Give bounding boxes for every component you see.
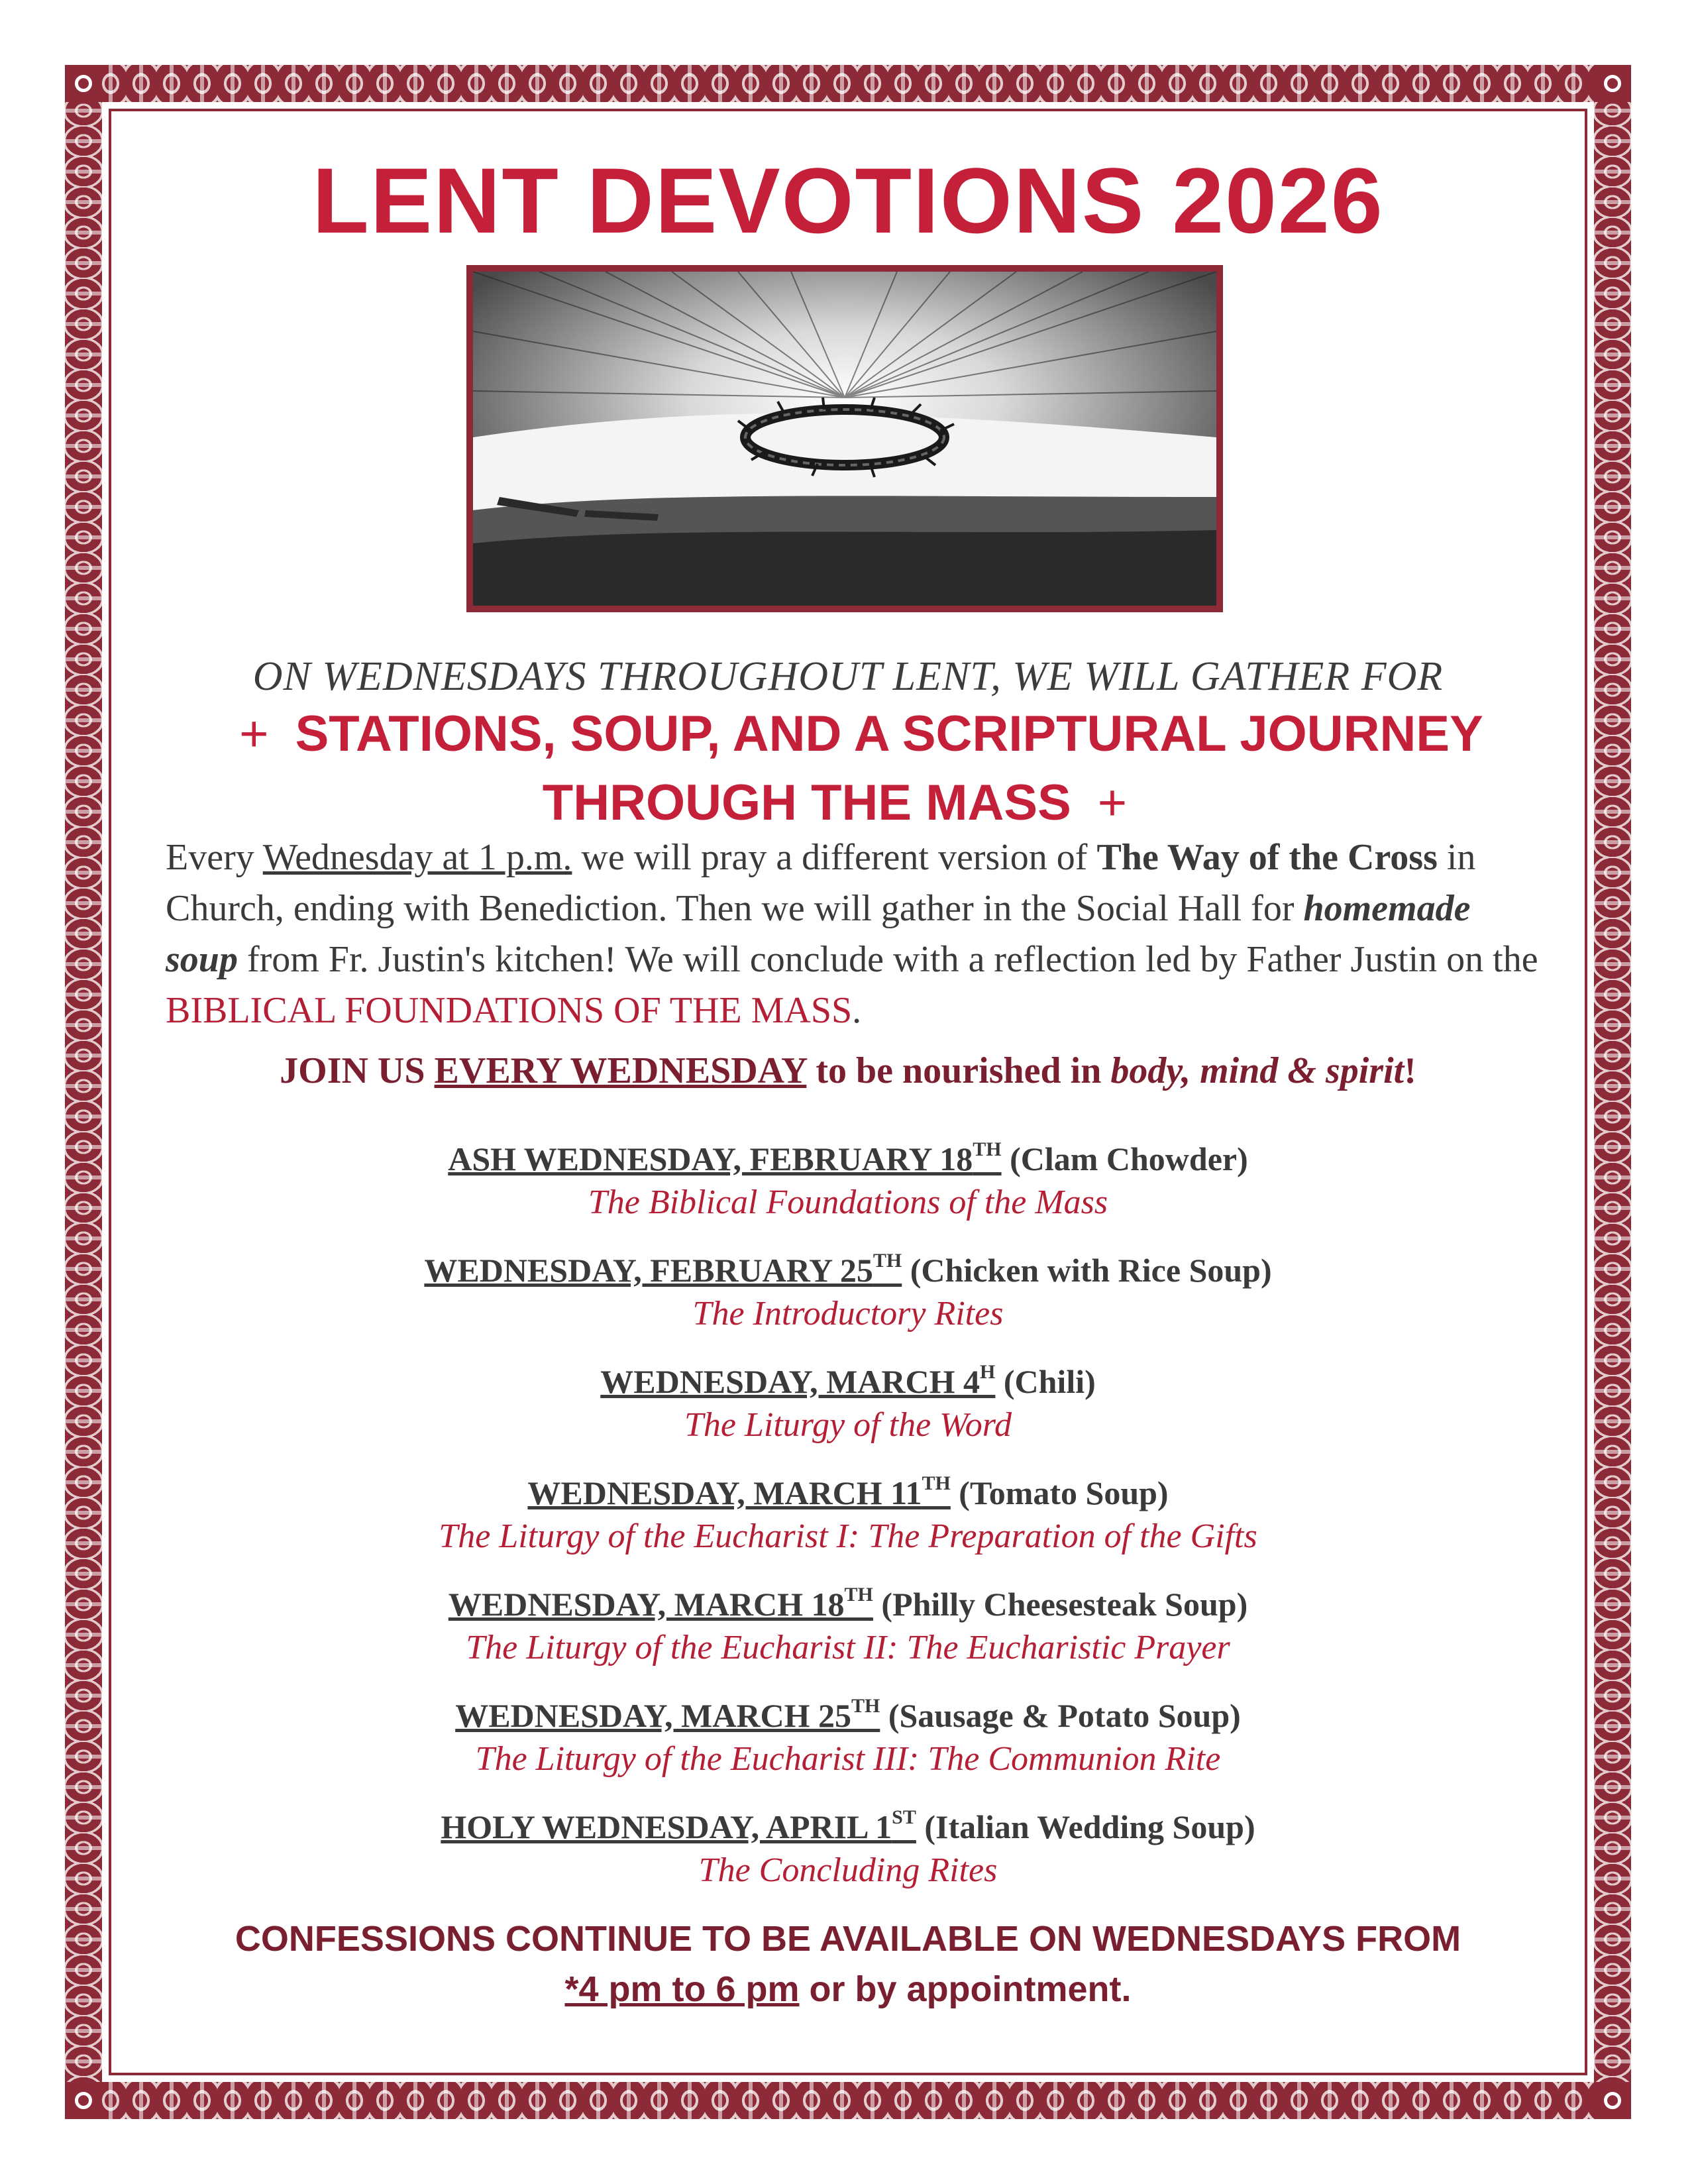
session-item: [0, 1360, 1696, 1471]
session-topic: The Liturgy of the Word: [684, 1406, 1012, 1444]
body-homemade-soup: homemade soup: [166, 888, 1471, 980]
cross-icon: +: [1097, 775, 1128, 831]
confessions-rest: or by appointment.: [799, 1969, 1132, 2009]
confessions-line-1: CONFESSIONS CONTINUE TO BE AVAILABLE ON WEDNESDAYS FROM: [235, 1919, 1461, 1959]
body-text: Every: [166, 837, 263, 878]
session-date: WEDNESDAY, MARCH 11: [527, 1474, 922, 1511]
session-item: [0, 1582, 1696, 1694]
session-item: [0, 1471, 1696, 1582]
session-date-suffix: TH: [851, 1695, 880, 1717]
session-date: WEDNESDAY, MARCH 4: [600, 1363, 980, 1400]
session-list: [0, 1137, 1696, 1916]
session-soup: (Clam Chowder): [1001, 1140, 1248, 1177]
session-soup: (Tomato Soup): [950, 1474, 1169, 1511]
session-date-suffix: TH: [873, 1250, 902, 1272]
session-item: [0, 1137, 1696, 1248]
body-text: we will pray a different version of: [572, 837, 1097, 878]
session-date: ASH WEDNESDAY, FEBRUARY 18: [448, 1140, 973, 1177]
session-date: WEDNESDAY, FEBRUARY 25: [424, 1252, 873, 1289]
session-topic: The Concluding Rites: [698, 1851, 998, 1889]
join-us-line: [0, 1050, 1696, 1092]
session-item: [0, 1248, 1696, 1360]
crown-of-thorns-icon: [473, 272, 1216, 606]
body-text: .: [852, 990, 862, 1031]
join-text: to be nourished in: [806, 1050, 1111, 1091]
session-topic: The Biblical Foundations of the Mass: [588, 1183, 1108, 1221]
confessions-notice: [0, 1914, 1696, 2014]
session-soup: (Chili): [995, 1363, 1096, 1400]
session-topic: The Introductory Rites: [692, 1295, 1004, 1333]
border-top: [65, 65, 1631, 102]
body-time: Wednesday at 1 p.m.: [262, 837, 572, 878]
headline-text-1: STATIONS, SOUP, AND A SCRIPTURAL JOURNEY: [295, 706, 1483, 762]
session-date-suffix: H: [980, 1361, 996, 1383]
session-soup: (Philly Cheesesteak Soup): [873, 1586, 1248, 1623]
session-date-suffix: ST: [892, 1806, 916, 1828]
session-topic: The Liturgy of the Eucharist III: The Communion Rite: [475, 1740, 1221, 1778]
headline-text-2: THROUGH THE MASS: [542, 775, 1071, 831]
description-paragraph: [166, 832, 1544, 1036]
session-topic: The Liturgy of the Eucharist II: The Eucharistic Prayer: [466, 1629, 1230, 1666]
join-every-wednesday: EVERY WEDNESDAY: [434, 1050, 807, 1091]
headline-line-2: [0, 774, 1696, 832]
body-text: from Fr. Justin's kitchen! We will conclude with a reflection led by Father Justin on the: [237, 939, 1538, 980]
session-date: WEDNESDAY, MARCH 25: [455, 1697, 851, 1734]
session-date: WEDNESDAY, MARCH 18: [448, 1586, 845, 1623]
border-bottom: [65, 2082, 1631, 2119]
cross-icon: +: [239, 706, 269, 762]
session-date-suffix: TH: [922, 1472, 951, 1494]
body-biblical-foundations: BIBLICAL FOUNDATIONS OF THE MASS: [166, 990, 853, 1031]
page-title: LENT DEVOTIONS 2026: [312, 148, 1384, 252]
confessions-time: *4 pm to 6 pm: [564, 1969, 800, 2009]
session-date-suffix: TH: [973, 1138, 1002, 1160]
join-text: JOIN US: [280, 1050, 435, 1091]
corner-ornament-icon: [65, 65, 102, 102]
session-item: [0, 1805, 1696, 1916]
body-way-of-cross: The Way of the Cross: [1096, 837, 1438, 878]
session-soup: (Chicken with Rice Soup): [902, 1252, 1272, 1289]
session-topic: The Liturgy of the Eucharist I: The Preparation of the Gifts: [439, 1517, 1257, 1555]
confessions-line-2: [0, 1964, 1696, 2014]
join-body-mind-spirit: body, mind & spirit: [1110, 1050, 1404, 1091]
corner-ornament-icon: [1594, 65, 1631, 102]
crown-of-thorns-image: [466, 265, 1223, 612]
session-soup: (Italian Wedding Soup): [916, 1808, 1255, 1845]
intro-line: ON WEDNESDAYS THROUGHOUT LENT, WE WILL GATHER FOR: [252, 654, 1444, 699]
corner-ornament-icon: [65, 2082, 102, 2119]
session-date: HOLY WEDNESDAY, APRIL 1: [441, 1808, 892, 1845]
body-text: in Church, ending with Benediction. Then we will gather in the Social Hall for: [166, 837, 1476, 929]
session-item: [0, 1694, 1696, 1805]
corner-ornament-icon: [1594, 2082, 1631, 2119]
headline-line-1: [0, 705, 1696, 763]
join-text: !: [1404, 1050, 1416, 1091]
session-soup: (Sausage & Potato Soup): [880, 1697, 1241, 1734]
session-date-suffix: TH: [844, 1584, 873, 1606]
